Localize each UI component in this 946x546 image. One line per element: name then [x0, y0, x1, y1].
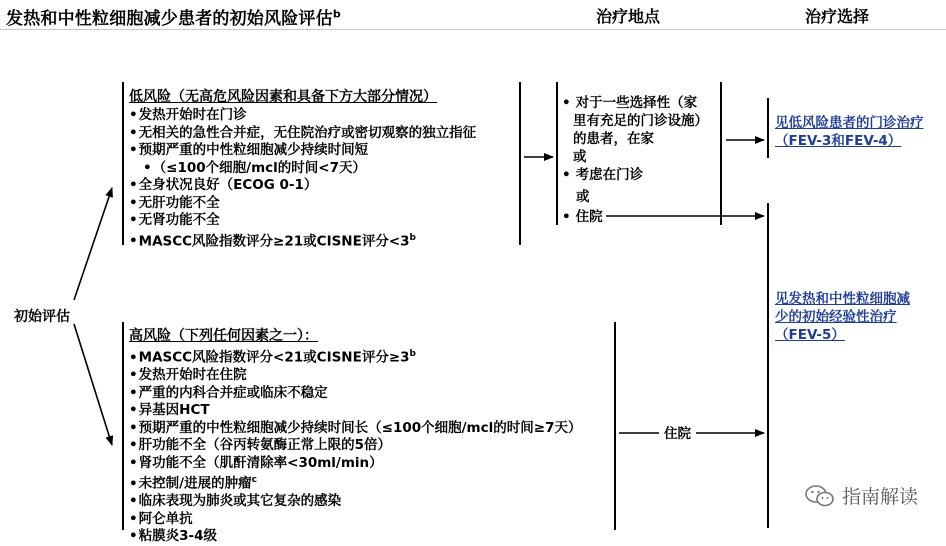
- footnote-marker: b: [409, 232, 416, 243]
- site-or-2: 或: [576, 189, 590, 205]
- outpatient-treatment-link[interactable]: 见低风险患者的门诊治疗 （FEV-3和FEV-4）: [775, 115, 924, 149]
- high-risk-item: • MASCC风险指数评分<21或CISNE评分$\ge 3^b$: [129, 346, 581, 367]
- footnote-marker: c: [251, 475, 257, 485]
- high-risk-title: 高风险（下列任何因素之一）：: [129, 328, 318, 344]
- high-risk-item: • 严重的内科合并症或临床不稳定: [129, 385, 581, 403]
- high-risk-item: • 未控制/进展的肿瘤$^c$: [129, 472, 581, 493]
- high-risk-item: • 临床表现为肺炎或其它复杂的感染: [129, 493, 581, 511]
- high-risk-item: • 阿仑单抗: [129, 511, 581, 529]
- low-risk-item: • 无相关的急性合并症，无住院治疗或密切观察的独立指征: [129, 125, 476, 143]
- header-treatment-choice: 治疗选择: [805, 7, 870, 26]
- site-option-outpatient: • 考虑在门诊: [562, 166, 708, 184]
- watermark: [804, 482, 918, 509]
- title-footnote: b: [332, 7, 341, 21]
- page-title: 发热和中性粒细胞减少患者的初始风险评估$^b$: [6, 7, 341, 29]
- site-option-inpatient-high: 住院: [664, 426, 691, 442]
- low-risk-item: • 无肾功能不全: [129, 212, 476, 230]
- footnote-marker: b: [409, 349, 416, 359]
- site-option-inpatient-low: • 住院: [562, 208, 603, 226]
- high-risk-item: • 粘膜炎3-4级: [129, 528, 581, 546]
- wechat-icon: [804, 484, 836, 508]
- arrow-to-high-risk: [74, 324, 112, 445]
- high-risk-item: • 异基因HCT: [129, 402, 581, 420]
- high-risk-item: • 肾功能不全（肌酐清除率<30ml/min）: [129, 455, 581, 473]
- initial-evaluation-label: 初始评估: [14, 309, 70, 325]
- watermark-text: 指南解读: [841, 486, 918, 508]
- high-risk-item: • 肝功能不全（谷丙转氨酶正常上限的5倍）: [129, 437, 581, 455]
- low-risk-item: • 预期严重的中性粒细胞减少持续时间短: [129, 142, 476, 160]
- low-risk-item: • 无肝功能不全: [129, 195, 476, 213]
- arrow-to-low-risk: [74, 188, 112, 300]
- site-or-1: 或: [573, 149, 587, 165]
- low-risk-item-continuation: • （≤100个细胞/mcl的时间<7天）: [129, 160, 476, 178]
- low-risk-item: • 发热开始时在门诊: [129, 107, 476, 125]
- low-risk-item: • MASCC风险指数评分≥21或CISNE评分$<3^b$: [129, 230, 476, 251]
- low-risk-item: • 全身状况良好（ECOG 0-1）: [129, 177, 476, 195]
- low-risk-title: 低风险（无高危风险因素和具备下方大部分情况）: [129, 89, 437, 105]
- site-option-home-line3: 的患者，在家: [573, 131, 654, 147]
- header-treatment-site: 治疗地点: [596, 7, 661, 26]
- empiric-therapy-link[interactable]: 见发热和中性粒细胞减 少的初始经验性治疗 （FEV-5）: [775, 291, 910, 343]
- high-risk-item: • 预期严重的中性粒细胞减少持续时间长（≤100个细胞/mcl的时间≥7天）: [129, 420, 581, 438]
- high-risk-item: • 发热开始时在住院: [129, 367, 581, 385]
- site-option-home-line2: 里有充足的门诊设施）: [573, 113, 708, 129]
- site-option-home: • 对于一些选择性（家: [562, 94, 708, 112]
